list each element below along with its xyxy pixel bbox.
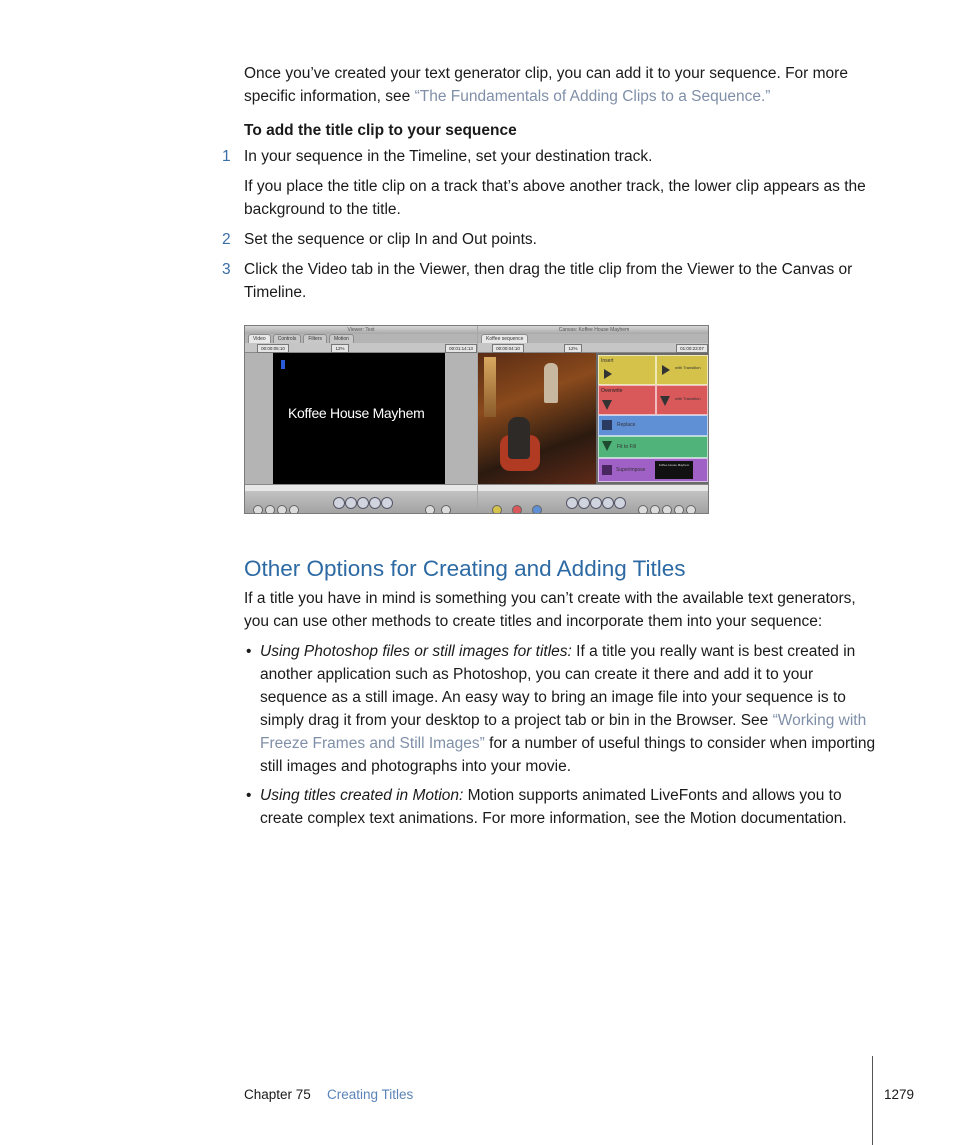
bullet-lead: Using titles created in Motion: bbox=[260, 787, 464, 804]
overwrite-label: Overwrite bbox=[601, 388, 623, 394]
insert-button-icon[interactable] bbox=[492, 505, 502, 514]
canvas-transport-controls bbox=[478, 491, 709, 514]
intro-paragraph: Once you’ve created your text generator clip, you can add it to your sequence. For more specific information, see “The Fundamentals of Adding Clips to a Sequence.” bbox=[244, 65, 848, 105]
scene-window bbox=[484, 357, 496, 417]
bullet-dot: • bbox=[246, 787, 252, 804]
overwrite-transition-label: with Transition bbox=[675, 396, 701, 401]
play-around-icon[interactable] bbox=[381, 497, 393, 509]
scene-seated-person bbox=[508, 417, 530, 459]
viewer-tabs bbox=[248, 334, 354, 343]
viewer-video-area[interactable] bbox=[273, 353, 445, 484]
section-title: Other Options for Creating and Adding Titles bbox=[244, 556, 686, 581]
bullet-text: Using titles created in Motion: Motion supports animated LiveFonts and allows you to create complex text animations. For more information, see the Motion documentation. bbox=[260, 787, 847, 827]
add-marker-icon[interactable] bbox=[674, 505, 684, 514]
play-icon[interactable] bbox=[590, 497, 602, 509]
footer-divider bbox=[872, 1056, 873, 1145]
add-marker-icon[interactable] bbox=[289, 505, 299, 514]
mark-in-icon[interactable] bbox=[638, 505, 648, 514]
canvas-titlebar: Canvas: Koffee House Mayhem bbox=[478, 326, 709, 334]
tab-sequence[interactable]: Koffee sequence bbox=[481, 334, 528, 343]
bullet-dot: • bbox=[246, 643, 252, 660]
viewer-control-bar bbox=[245, 343, 477, 353]
tab-motion[interactable]: Motion bbox=[329, 334, 354, 343]
fundamentals-link[interactable]: “The Fundamentals of Adding Clips to a Sequence.” bbox=[414, 88, 771, 105]
add-keyframe-icon[interactable] bbox=[662, 505, 672, 514]
step-number: 2 bbox=[222, 231, 231, 248]
replace-label: Replace bbox=[617, 422, 636, 428]
tab-filters[interactable]: Filters bbox=[303, 334, 327, 343]
play-in-out-icon[interactable] bbox=[566, 497, 578, 509]
canvas-control-bar bbox=[478, 343, 709, 353]
previous-edit-icon[interactable] bbox=[345, 497, 357, 509]
mark-out-icon[interactable] bbox=[650, 505, 660, 514]
canvas-window bbox=[478, 326, 709, 514]
tab-controls[interactable]: Controls bbox=[273, 334, 302, 343]
next-edit-icon[interactable] bbox=[369, 497, 381, 509]
fit-to-fill-overlay[interactable] bbox=[598, 436, 708, 458]
step-text: Click the Video tab in the Viewer, then drag the title clip from the Viewer to the Canvas or Timeline. bbox=[244, 261, 853, 301]
superimpose-label: Superimpose bbox=[616, 467, 646, 473]
replace-overlay[interactable] bbox=[598, 415, 708, 436]
bullet-text: Using Photoshop files or still images for titles: If a title you really want is best created in another application such as Photoshop, you can create it there and add it to your sequence as a still image. An easy way to bring an image file into your sequence is to simply drag it from your desktop to a project tab or bin in the Browser. See “Working with Freeze Frames and Still Images” for a number of useful things to consider when importing still images and photographs into your movie. bbox=[260, 643, 876, 775]
drag-preview-thumbnail: Koffee House Mayhem bbox=[655, 461, 693, 479]
viewer-duration-timecode[interactable]: 00:00:05:10 bbox=[257, 344, 289, 353]
overwrite-transition-icon bbox=[660, 396, 670, 406]
insert-with-transition-overlay[interactable] bbox=[656, 355, 708, 385]
footer-chapter: Chapter 75 bbox=[244, 1087, 311, 1102]
step-text: In your sequence in the Timeline, set your destination track. bbox=[244, 148, 653, 165]
play-in-out-icon[interactable] bbox=[333, 497, 345, 509]
canvas-current-timecode[interactable]: 01:00:23:07 bbox=[676, 344, 708, 353]
next-edit-icon[interactable] bbox=[602, 497, 614, 509]
canvas-duration-timecode[interactable]: 00:00:04:10 bbox=[492, 344, 524, 353]
scene-standing-person bbox=[544, 363, 558, 403]
footer-chapter-title-link[interactable]: Creating Titles bbox=[327, 1087, 414, 1102]
add-keyframe-icon[interactable] bbox=[277, 505, 287, 514]
match-frame-icon[interactable] bbox=[253, 505, 263, 514]
viewer-transport-controls bbox=[245, 491, 477, 514]
canvas-video-area[interactable] bbox=[478, 353, 709, 484]
mark-in-icon[interactable] bbox=[425, 505, 435, 514]
play-icon[interactable] bbox=[357, 497, 369, 509]
step-text: Set the sequence or clip In and Out points. bbox=[244, 231, 537, 248]
viewer-canvas-screenshot bbox=[244, 325, 709, 514]
insert-transition-icon bbox=[660, 365, 670, 375]
page-number: 1279 bbox=[884, 1087, 915, 1102]
overwrite-with-transition-overlay[interactable] bbox=[656, 385, 708, 415]
insert-arrow-icon bbox=[602, 369, 612, 379]
match-frame-icon[interactable] bbox=[686, 505, 696, 514]
play-around-icon[interactable] bbox=[614, 497, 626, 509]
viewer-current-timecode[interactable]: 00:01:14:13 bbox=[445, 344, 477, 353]
overwrite-overlay[interactable] bbox=[598, 385, 656, 415]
viewer-zoom-popup[interactable]: 12% bbox=[331, 344, 349, 353]
section-intro: If a title you have in mind is something you can’t create with the available text generators, you can use other methods to create titles and incorporate them into your sequence: bbox=[244, 590, 856, 630]
fit-to-fill-label: Fit to Fill bbox=[617, 444, 636, 450]
mark-out-icon[interactable] bbox=[441, 505, 451, 514]
insert-transition-label: with Transition bbox=[675, 365, 701, 370]
edit-overlay-panel bbox=[596, 353, 709, 484]
step-note-text: If you place the title clip on a track that’s above another track, the lower clip appears as the background to the title. bbox=[244, 178, 866, 218]
superimpose-overlay[interactable] bbox=[598, 458, 708, 482]
insert-overlay[interactable] bbox=[598, 355, 656, 385]
fit-to-fill-icon bbox=[602, 441, 612, 451]
overwrite-button-icon[interactable] bbox=[512, 505, 522, 514]
tab-video[interactable]: Video bbox=[248, 334, 271, 343]
freeze-frames-link[interactable]: “Working with Freeze Frames and Still Images” bbox=[260, 712, 867, 752]
task-heading: To add the title clip to your sequence bbox=[244, 122, 517, 139]
overwrite-arrow-icon bbox=[602, 400, 612, 410]
bullet-lead: Using Photoshop files or still images for titles: bbox=[260, 643, 572, 660]
viewer-window bbox=[245, 326, 477, 514]
title-text: Koffee House Mayhem bbox=[288, 405, 425, 421]
drag-handle-icon[interactable] bbox=[281, 360, 285, 369]
viewer-titlebar: Viewer: Text bbox=[245, 326, 477, 334]
replace-icon bbox=[602, 420, 612, 430]
canvas-tabs bbox=[481, 334, 528, 343]
replace-button-icon[interactable] bbox=[532, 505, 542, 514]
mark-clip-icon[interactable] bbox=[265, 505, 275, 514]
step-number: 3 bbox=[222, 261, 231, 278]
superimpose-icon bbox=[602, 465, 612, 475]
insert-label: Insert bbox=[601, 358, 614, 364]
canvas-zoom-popup[interactable]: 12% bbox=[564, 344, 582, 353]
step-number: 1 bbox=[222, 148, 231, 165]
previous-edit-icon[interactable] bbox=[578, 497, 590, 509]
